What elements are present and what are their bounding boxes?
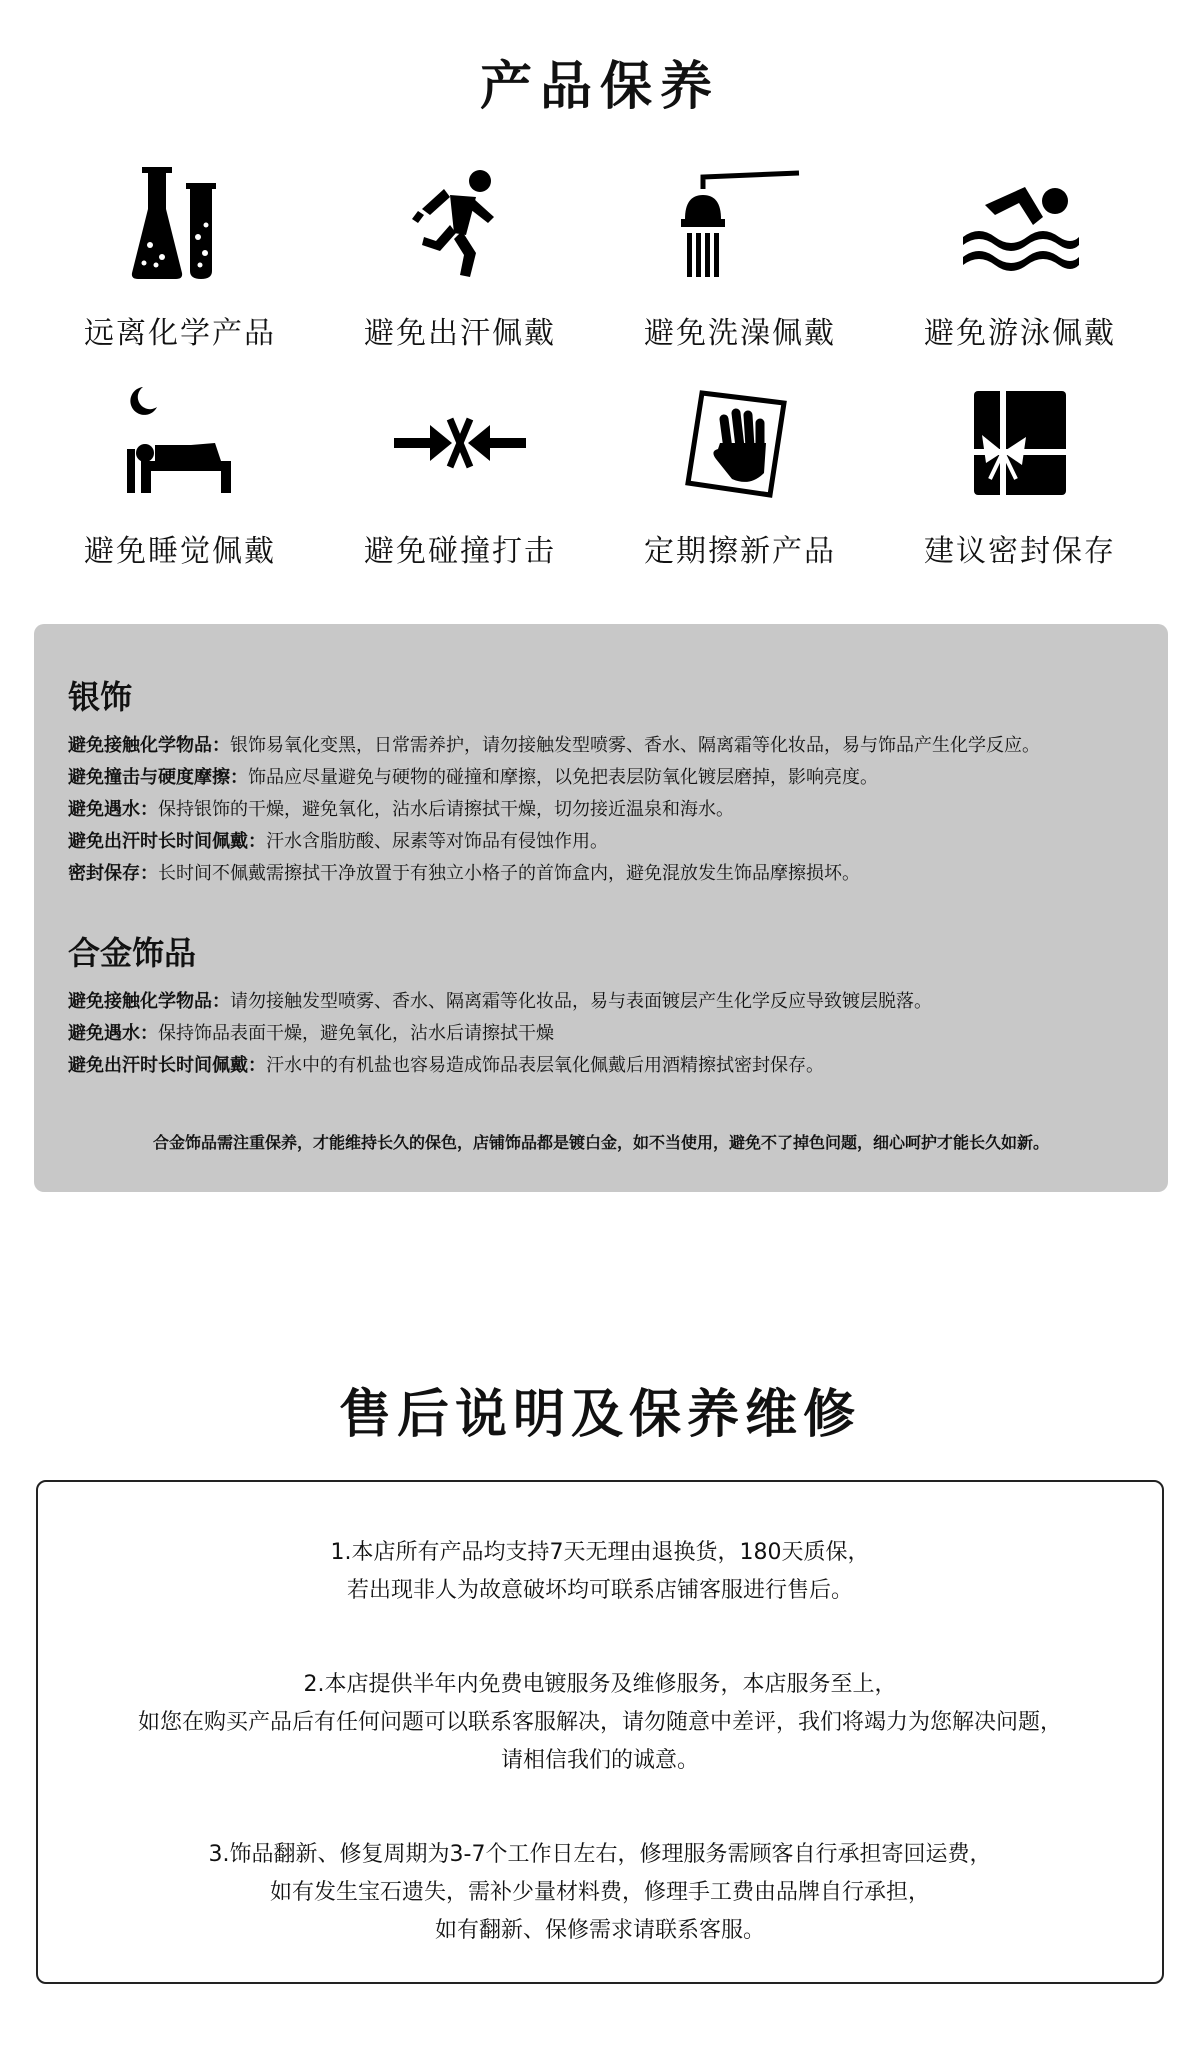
silver-heading: 银饰 xyxy=(68,678,133,716)
after-sales-title: 售后说明及保养维修 xyxy=(338,1385,861,1445)
silver-rule xyxy=(68,734,1040,758)
running-person-icon xyxy=(385,160,535,290)
rule-term: 避免遇水： xyxy=(68,799,158,820)
shower-icon xyxy=(665,160,815,290)
care-label: 避免碰撞打击 xyxy=(364,534,556,569)
rule-text: 汗水含脂肪酸、尿素等对饰品有侵蚀作用。 xyxy=(266,831,608,852)
care-label: 远离化学产品 xyxy=(84,316,276,351)
care-item xyxy=(600,160,880,378)
alloy-care-note: 合金饰品需注重保养，才能维持长久的保色，店铺饰品都是镀白金，如不当使用，避免不了掉色问题，细心呵护才能长久如新。 xyxy=(152,1133,1049,1152)
care-guide-panel xyxy=(34,624,1168,1192)
collision-arrows-icon xyxy=(385,378,535,508)
paragraph-line: 若出现非人为故意破坏均可联系店铺客服进行售后。 xyxy=(346,1578,853,1603)
care-item xyxy=(40,160,320,378)
alloy-rule xyxy=(68,990,932,1014)
rule-text: 保持饰品表面干燥，避免氧化，沾水后请擦拭干燥 xyxy=(158,1023,554,1044)
silver-rule xyxy=(68,830,608,854)
care-label: 避免睡觉佩戴 xyxy=(84,534,276,569)
rule-term: 避免遇水： xyxy=(68,1023,158,1044)
paragraph-line: 如有发生宝石遗失，需补少量材料费，修理手工费由品牌自行承担， xyxy=(269,1880,930,1905)
silver-rule xyxy=(68,862,860,886)
alloy-rule xyxy=(68,1054,824,1078)
care-label: 避免洗澡佩戴 xyxy=(644,316,836,351)
paragraph-line: 如有翻新、保修需求请联系客服。 xyxy=(434,1918,765,1943)
care-label: 建议密封保存 xyxy=(924,534,1116,569)
care-item xyxy=(880,378,1160,596)
rule-term: 避免出汗时长时间佩戴： xyxy=(68,831,266,852)
rule-term: 密封保存： xyxy=(68,863,158,884)
care-item xyxy=(320,378,600,596)
rule-text: 银饰易氧化变黑，日常需养护，请勿接触发型喷雾、香水、隔离霜等化妆品，易与饰品产生化学反应。 xyxy=(230,735,1040,756)
rule-text: 长时间不佩戴需擦拭干净放置于有独立小格子的首饰盒内，避免混放发生饰品摩擦损坏。 xyxy=(158,863,860,884)
care-item xyxy=(600,378,880,596)
care-item xyxy=(40,378,320,596)
rule-term: 避免接触化学物品： xyxy=(68,991,230,1012)
rule-term: 避免出汗时长时间佩戴： xyxy=(68,1055,266,1076)
wiping-hand-icon xyxy=(665,378,815,508)
after-sales-paragraph xyxy=(38,1666,1162,1780)
care-icon-grid xyxy=(40,160,1160,596)
rule-text: 汗水中的有机盐也容易造成饰品表层氧化佩戴后用酒精擦拭密封保存。 xyxy=(266,1055,824,1076)
rule-term: 避免撞击与硬度摩擦： xyxy=(68,767,248,788)
care-label: 避免游泳佩戴 xyxy=(924,316,1116,351)
paragraph-line: 1.本店所有产品均支持7天无理由退换货，180天质保， xyxy=(330,1540,870,1565)
rule-text: 请勿接触发型喷雾、香水、隔离霜等化妆品，易与表面镀层产生化学反应导致镀层脱落。 xyxy=(230,991,932,1012)
silver-rule xyxy=(68,798,734,822)
after-sales-paragraph xyxy=(38,1836,1162,1950)
alloy-rule xyxy=(68,1022,554,1046)
chemical-flask-icon xyxy=(105,160,255,290)
care-item xyxy=(880,160,1160,378)
paragraph-line: 2.本店提供半年内免费电镀服务及维修服务，本店服务至上， xyxy=(303,1672,897,1697)
rule-term: 避免接触化学物品： xyxy=(68,735,230,756)
paragraph-line: 如您在购买产品后有任何问题可以联系客服解决，请勿随意中差评，我们将竭力为您解决问题， xyxy=(137,1710,1062,1735)
care-label: 定期擦新产品 xyxy=(644,534,836,569)
sleeping-icon xyxy=(105,378,255,508)
rule-text: 保持银饰的干燥，避免氧化，沾水后请擦拭干燥，切勿接近温泉和海水。 xyxy=(158,799,734,820)
sealed-box-icon xyxy=(945,378,1095,508)
swimming-icon xyxy=(945,160,1095,290)
after-sales-panel xyxy=(36,1480,1164,1984)
silver-rule xyxy=(68,766,878,790)
rule-text: 饰品应尽量避免与硬物的碰撞和摩擦，以免把表层防氧化镀层磨掉，影响亮度。 xyxy=(248,767,878,788)
after-sales-paragraph xyxy=(38,1534,1162,1610)
care-item xyxy=(320,160,600,378)
paragraph-line: 3.饰品翻新、修复周期为3-7个工作日左右，修理服务需顾客自行承担寄回运费， xyxy=(208,1842,992,1867)
care-label: 避免出汗佩戴 xyxy=(364,316,556,351)
care-title: 产品保养 xyxy=(479,57,720,117)
alloy-heading: 合金饰品 xyxy=(68,934,197,972)
paragraph-line: 请相信我们的诚意。 xyxy=(500,1748,699,1773)
